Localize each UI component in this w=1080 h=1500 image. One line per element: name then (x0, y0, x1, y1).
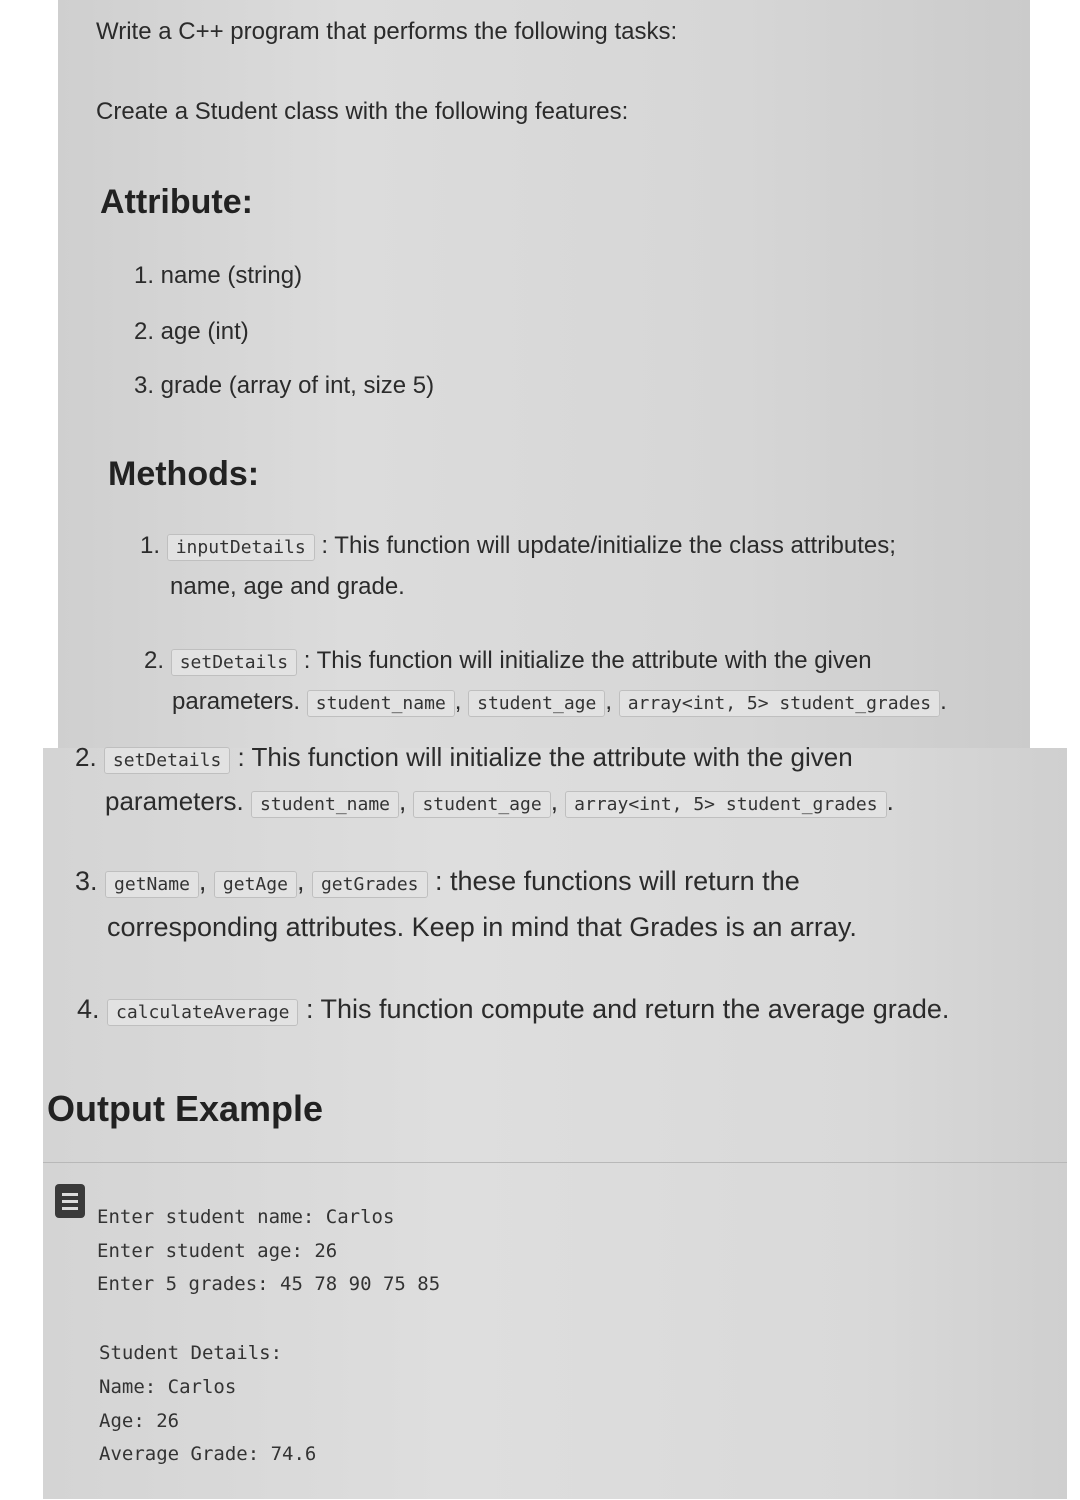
attribute-item: 2. age (int) (134, 318, 249, 345)
method-number: 4. (77, 994, 100, 1024)
method-3: 3. getName , getAge , getGrades : these functions will return the (75, 866, 800, 896)
output-line: Enter student name: Carlos (97, 1206, 395, 1228)
code-inline: getAge (214, 871, 297, 898)
output-line: Student Details: (99, 1342, 283, 1364)
method-desc: : This function will initialize the attribute with the given (303, 647, 872, 674)
method-3-desc-cont: corresponding attributes. Keep in mind that Grades is an array. (107, 912, 857, 942)
output-line: Enter 5 grades: 45 78 90 75 85 (97, 1273, 441, 1295)
code-inline: getGrades (312, 871, 428, 898)
code-inline: student_age (413, 791, 550, 818)
method-desc: : This function will initialize the attribute with the given (237, 742, 853, 772)
method-1 (140, 532, 896, 560)
method-desc: : This function will update/initialize the class attributes; (321, 532, 896, 559)
top-photo-panel (58, 0, 1030, 748)
attribute-item: 3. grade (array of int, size 5) (134, 372, 435, 399)
clipboard-icon[interactable] (55, 1184, 85, 1218)
code-inline: student_age (468, 690, 605, 717)
code-inline: getName (105, 871, 199, 898)
output-line: Name: Carlos (99, 1376, 237, 1398)
code-inline: calculateAverage (107, 999, 298, 1026)
method-2-params: parameters. student_name , student_age , array<int, 5> student_grades . (105, 786, 894, 816)
method-number: 3. (75, 866, 98, 896)
method-desc: : This function compute and return the average grade. (305, 994, 950, 1024)
output-heading: Output Example (47, 1088, 324, 1129)
method-2-params: parameters. student_name , student_age , array<int, 5> student_grades . (172, 688, 947, 715)
method-4 (77, 994, 949, 1025)
intro-text: Write a C++ program that performs the following tasks: (96, 18, 678, 45)
method-number: 2. (144, 647, 165, 674)
output-line: Age: 26 (99, 1410, 180, 1432)
code-inline: inputDetails (167, 534, 315, 561)
methods-heading: Methods: (108, 455, 260, 493)
method-number: 1. (140, 532, 161, 559)
code-inline: student_name (251, 791, 399, 818)
params-label: parameters. (105, 786, 244, 816)
attribute-item: 1. name (string) (134, 262, 303, 289)
output-line: Average Grade: 74.6 (99, 1443, 317, 1465)
code-inline: setDetails (104, 747, 230, 774)
code-inline: array<int, 5> student_grades (619, 690, 940, 717)
method-1-desc-cont: name, age and grade. (170, 573, 405, 600)
params-label: parameters. (172, 688, 301, 715)
bottom-photo-panel (43, 742, 1067, 1499)
attribute-heading: Attribute: (100, 183, 253, 221)
code-inline: student_name (307, 690, 455, 717)
method-2 (144, 647, 872, 675)
output-line: Enter student age: 26 (97, 1240, 338, 1262)
create-text: Create a Student class with the following features: (96, 98, 629, 125)
code-inline: array<int, 5> student_grades (565, 791, 886, 818)
method-2 (75, 742, 853, 773)
code-inline: setDetails (171, 649, 297, 676)
method-desc: : these functions will return the (435, 866, 800, 896)
method-number: 2. (75, 742, 97, 772)
